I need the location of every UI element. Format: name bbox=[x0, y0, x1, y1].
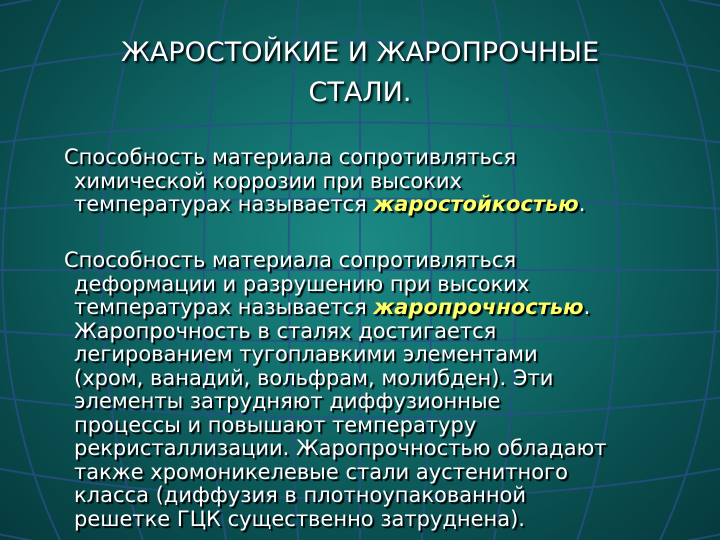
paragraph-punct: . bbox=[578, 192, 586, 216]
paragraph-line: рекристаллизации. Жаропрочностью обладают bbox=[74, 436, 607, 460]
paragraph-line: деформации и разрушению при высоких bbox=[74, 271, 530, 296]
paragraph-line: Способность материала сопротивляться bbox=[64, 248, 517, 272]
paragraph-line: химической коррозии при высоких bbox=[74, 168, 462, 193]
paragraph-line: легированием тугоплавкими элементами bbox=[74, 342, 538, 366]
paragraph-line: Способность материала сопротивляться bbox=[64, 145, 517, 169]
paragraph-line bbox=[74, 296, 704, 320]
title-line-2: СТАЛИ. bbox=[308, 77, 412, 108]
paragraph-line: Жаропрочность в сталях достигается bbox=[74, 318, 497, 343]
paragraph-text: температурах называется bbox=[74, 192, 374, 216]
paragraph-text: температурах называется bbox=[74, 295, 374, 319]
highlighted-term: жаропрочностью bbox=[373, 295, 584, 319]
paragraph-heat-resistance bbox=[64, 145, 704, 217]
title-line-1: ЖАРОСТОЙКИЕ И ЖАРОПРОЧНЫЕ bbox=[120, 37, 600, 68]
paragraph-line: элементы затрудняют диффузионные bbox=[74, 389, 501, 413]
paragraph-line: процессы и повышают температуру bbox=[74, 412, 477, 437]
paragraph-line: решетке ГЦК существенно затруднена). bbox=[74, 506, 525, 531]
paragraph-line: (хром, ванадий, вольфрам, молибден). Эти bbox=[74, 365, 554, 390]
paragraph-line bbox=[74, 193, 704, 217]
paragraph-punct: . bbox=[583, 295, 591, 319]
highlighted-term: жаростойкостью bbox=[373, 192, 579, 216]
slide-title bbox=[40, 33, 680, 113]
paragraph-line: также хромоникелевые стали аустенитного bbox=[74, 459, 568, 484]
paragraph-creep-resistance bbox=[64, 248, 704, 531]
paragraph-line: класса (диффузия в плотноупакованной bbox=[74, 483, 527, 507]
